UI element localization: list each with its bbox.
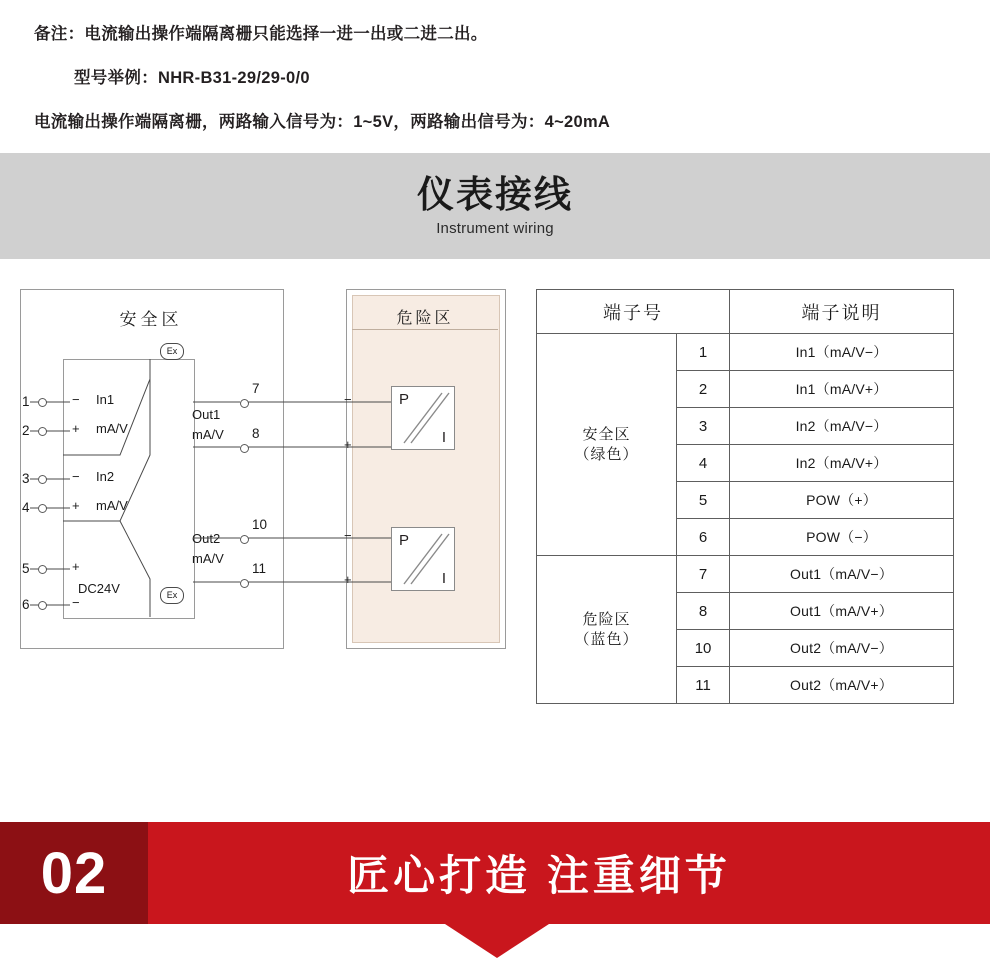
terminal-number-10: 10 (252, 517, 268, 533)
terminal-sign-6: − (72, 595, 80, 611)
table-cell-desc: In1（mA/V+） (730, 371, 954, 408)
table-cell-no: 8 (677, 593, 730, 630)
terminal-sign-3: − (72, 469, 80, 485)
ex-mark-icon-top: Ex (160, 343, 184, 360)
converter-1-sign-plus: + (344, 437, 352, 453)
out2-unit: mA/V (192, 551, 224, 567)
table-cell-desc: Out1（mA/V+） (730, 593, 954, 630)
table-cell-desc: In2（mA/V−） (730, 408, 954, 445)
out1-unit: mA/V (192, 427, 224, 443)
safe-zone-label: 安全区 (119, 310, 183, 330)
note-line-2: 型号举例：NHR-B31-29/29-0/0 (74, 68, 310, 87)
terminal-sign-4: + (72, 498, 80, 514)
table-row (537, 334, 954, 371)
terminal-number-4: 4 (22, 500, 30, 516)
converter-2-i: I (441, 570, 446, 588)
section-banner (0, 153, 990, 259)
table-row (537, 556, 954, 593)
bottom-section-number: 02 (40, 840, 108, 906)
table-header-row (537, 290, 954, 334)
table-cell-no: 1 (677, 334, 730, 371)
terminal-sign-2: + (72, 421, 80, 437)
terminal-number-7: 7 (252, 381, 260, 397)
table-cell-no: 6 (677, 519, 730, 556)
banner-title-cn: 仪表接线 (417, 174, 573, 216)
table-cell-no: 11 (677, 667, 730, 704)
terminal-table (536, 289, 954, 704)
table-cell-no: 5 (677, 482, 730, 519)
terminal-sign-1: − (72, 392, 80, 408)
terminal-name-4: mA/V (96, 498, 128, 514)
terminal-name-5: DC24V (78, 581, 120, 597)
table-zone-safe: 安全区 （绿色） (537, 334, 677, 556)
wiring-diagram (0, 259, 990, 694)
banner-title-en: Instrument wiring (436, 220, 554, 238)
table-cell-desc: Out2（mA/V−） (730, 630, 954, 667)
table-cell-no: 7 (677, 556, 730, 593)
terminal-number-5: 5 (22, 561, 30, 577)
table-header-desc: 端子说明 (730, 290, 954, 334)
converter-2-sign-minus: − (344, 528, 352, 544)
ex-mark-icon-bottom: Ex (160, 587, 184, 604)
terminal-table-wrap (536, 289, 954, 704)
terminal-sign-5: + (72, 559, 80, 575)
table-cell-no: 4 (677, 445, 730, 482)
converter-1-sign-minus: − (344, 392, 352, 408)
table-cell-no: 10 (677, 630, 730, 667)
converter-1-i: I (441, 429, 446, 447)
table-cell-desc: Out1（mA/V−） (730, 556, 954, 593)
terminal-number-1: 1 (22, 394, 30, 410)
out2-label: Out2 (192, 531, 221, 547)
converter-2-sign-plus: + (344, 572, 352, 588)
table-cell-desc: In1（mA/V−） (730, 334, 954, 371)
terminal-number-6: 6 (22, 597, 30, 613)
table-cell-desc: POW（−） (730, 519, 954, 556)
converter-1-p: P (399, 391, 410, 409)
bottom-triangle-pointer (445, 924, 549, 958)
table-zone-hazard: 危险区 （蓝色） (537, 556, 677, 704)
terminal-name-3: In2 (96, 469, 115, 485)
table-cell-desc: POW（+） (730, 482, 954, 519)
table-cell-no: 2 (677, 371, 730, 408)
terminal-number-2: 2 (22, 423, 30, 439)
terminal-name-1: In1 (96, 392, 115, 408)
table-cell-desc: In2（mA/V+） (730, 445, 954, 482)
notes-block (0, 0, 990, 134)
terminal-number-3: 3 (22, 471, 30, 487)
terminal-number-11: 11 (252, 561, 267, 577)
note-line-3: 电流输出操作端隔离栅，两路输入信号为：1~5V，两路输出信号为：4~20mA (34, 112, 611, 131)
note-line-1: 备注：电流输出操作端隔离栅只能选择一进一出或二进二出。 (34, 25, 488, 43)
terminal-name-2: mA/V (96, 421, 128, 437)
out1-label: Out1 (192, 407, 221, 423)
table-cell-desc: Out2（mA/V+） (730, 667, 954, 704)
converter-2-p: P (399, 532, 410, 550)
table-cell-no: 3 (677, 408, 730, 445)
hazard-zone-label: 危险区 (396, 310, 454, 328)
bottom-section-title: 匠心打造 注重细节 (347, 852, 731, 899)
table-header-no: 端子号 (537, 290, 730, 334)
terminal-number-8: 8 (252, 426, 260, 442)
